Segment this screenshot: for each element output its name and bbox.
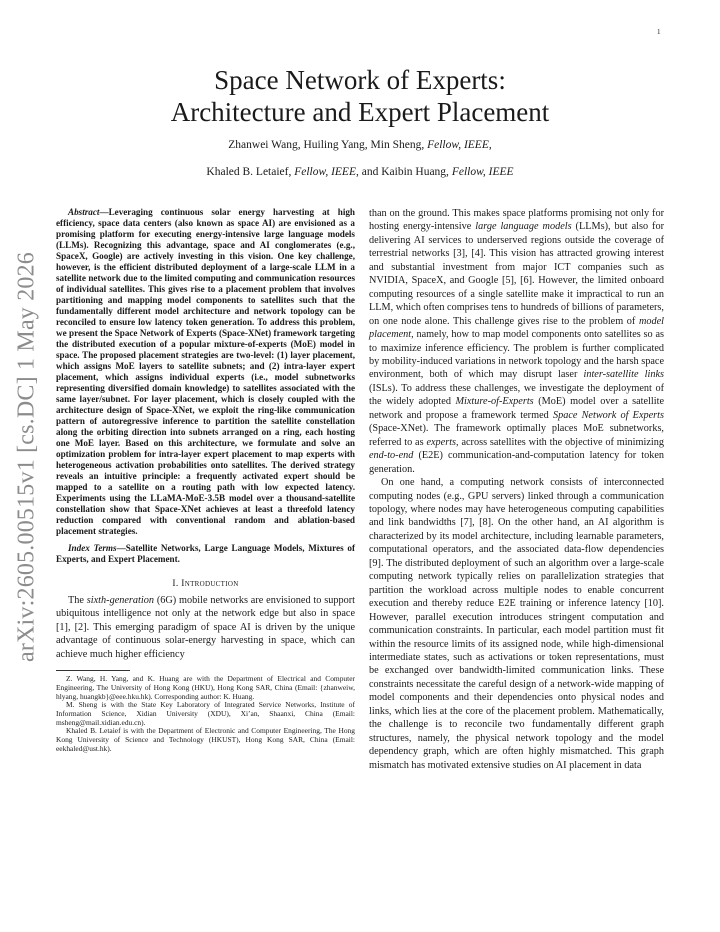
author-name-huang: , and Kaibin Huang, bbox=[355, 166, 449, 178]
section-title: Introduction bbox=[181, 579, 239, 589]
body-emphasis: model placement bbox=[369, 315, 664, 341]
left-column bbox=[56, 207, 355, 754]
body-emphasis: inter-satellite links bbox=[583, 369, 664, 381]
intro-paragraph bbox=[56, 594, 355, 661]
body-text: than on the ground. This makes space platforms promising not only for hosting energy-intensive bbox=[369, 208, 664, 233]
footnote-affiliation-xdu: M. Sheng is with the State Key Laboratory of Integrated Service Networks, Institute of Information Science, Xidian University (XDU), Xi’an, Shaanxi, China (Email: msheng@mail.xidian.edu.cn). bbox=[56, 700, 355, 727]
body-emphasis: Mixture-of-Experts bbox=[455, 396, 534, 408]
author-line-2 bbox=[60, 166, 660, 178]
body-text: (MoE) model over a satellite network and propose a framework termed bbox=[369, 396, 664, 421]
right-column bbox=[369, 207, 664, 772]
index-terms-label: Index Terms bbox=[68, 543, 117, 553]
body-emphasis: experts bbox=[426, 436, 457, 448]
author-role: Fellow, IEEE bbox=[427, 139, 489, 151]
body-emphasis: Space Network of Experts bbox=[552, 409, 664, 421]
arxiv-identifier-text: arXiv:2605.00515v1 [cs.DC] 1 May 2026 bbox=[13, 251, 40, 663]
footnote-affiliation-hku: Z. Wang, H. Yang, and K. Huang are with the Department of Electrical and Computer Engineering, The University of Hong Kong (HKU), Hong Kong SAR, China (Email: {zhanweiw, hlyang, huangkb}@eee.hku.hk). Corresponding author: K. Huang. bbox=[56, 674, 355, 701]
body-emphasis: large language models bbox=[475, 221, 572, 233]
section-heading-introduction bbox=[56, 579, 355, 589]
author-name-letaief: Khaled B. Letaief, bbox=[206, 166, 292, 178]
index-terms-text: —Satellite Networks, Large Language Models, Mixtures of Experts, and Expert Placement. bbox=[56, 543, 355, 564]
body-text: , across satellites with the objective of minimizing bbox=[456, 436, 664, 448]
abstract bbox=[56, 207, 355, 537]
index-terms bbox=[56, 543, 355, 565]
footnote-affiliation-hkust: Khaled B. Letaief is with the Department of Electronic and Computer Engineering, The Hong Kong University of Science and Technology (HKUST), Hong Kong SAR, China (Email: eekhaled@ust.hk). bbox=[56, 726, 355, 753]
footnote-divider bbox=[56, 670, 130, 671]
body-text: (E2E) communication-and-computation latency for token generation. bbox=[369, 450, 664, 475]
title-line-1: Space Network of Experts: bbox=[214, 65, 506, 95]
paper-title bbox=[60, 64, 660, 128]
author-names-1: Zhanwei Wang, Huiling Yang, Min Sheng, bbox=[228, 139, 425, 151]
intro-text: The bbox=[68, 595, 87, 606]
intro-text: (6G) mobile networks are envisioned to support ubiquitous intelligence not only at the network edge but also in space [1], [2]. This emerging paradigm of space AI is driven by the unique advantage of continuous solar-energy harvesting in space, which can achieve much higher efficiency bbox=[56, 595, 356, 660]
intro-emphasis: sixth-generation bbox=[86, 595, 154, 606]
body-paragraph-2: On one hand, a computing network consists of interconnected computing nodes (e.g., GPU servers) linked through a communication topology, where nodes may have heterogeneous computing capabilities and link bandwidths [7], [8]. On the other hand, an AI algorithm is characterized by its model architecture, including learnable parameters, computational operators, and the associated data-flow dependencies [9]. The distributed deployment of such an algorithm over a large-scale computing network typically relies on parallelization strategies that partition the workload across multiple nodes to enable concurrent execution and thereby reduce E2E training or inference latency [10]. However, parallel execution introduces stringent computation and communication constraints. In particular, each model partition must fit within the resource limits of its assigned node, while high-dimensional intermediate states, such as activations or token representations, must be exchanged over bandwidth-limited communication links. These constraints necessitate the careful design of a network-wide mapping of model components and their dependencies onto physical nodes and links, which lies at the core of the placement problem. Mathematically, the challenge is to reconcile two fundamentally different graph structures, namely, the physical network topology and the model dependency graph, which are often highly mismatched. This graph mismatch has motivated extensive studies on AI placement in data bbox=[369, 477, 664, 771]
page-number: 1 bbox=[657, 28, 661, 36]
abstract-text: —Leveraging continuous solar energy harvesting at high efficiency, space data centers (also known as space AI) are envisioned as a promising platform for executing energy-intensive large language models (LLMs). Recognizing this advantage, space and AI conglomerates (e.g., SpaceX, Google) are actively investing in this vision. One key challenge, however, is the efficient distributed deployment of a large-scale LLM in a satellite network due to the limited computing and communication resources of individual satellites. This gives rise to a placement problem that involves partitioning and mapping model components to satellites such that the fundamentally different model architecture and network topology can be reconciled to ensure low latency token generation. To address this problem, we present the Space Network of Experts (Space-XNet) framework targeting the distributed execution of a popular mixture-of-experts (MoE) model in space. The proposed placement strategies are two-level: (1) layer placement, which assigns MoE layers to satellite subnets; and (2) intra-layer expert placement, which assigns individual experts (i.e., model subnetworks representing diversified domain knowledge) to satellites associated with the same layer/subnet. For layer placement, which is closely coupled with the architecture design of Space-XNet, we exploit the ring-like communication pattern of autoregressive inference to partition the satellite constellation along the orbiting direction into subnets arranged on a ring, each hosting one MoE layer. Based on this architecture, we formulate and solve an optimization problem for intra-layer expert placement to map experts with heterogeneous activation probabilities onto satellites. The derived strategy reveals an intuitive principle: a frequently activated expert should be mapped to a satellite on a routing path with low expected latency. Experiments using the LLaMA-MoE-3.5B model over a thousand-satellite constellation show that Space-XNet achieves at least a threefold latency reduction compared with conventional random and ablation-based placement strategies. bbox=[56, 207, 355, 536]
abstract-label: Abstract bbox=[68, 207, 100, 217]
body-emphasis: end-to-end bbox=[369, 450, 414, 462]
body-text: , namely, how to map model components onto satellites so as to maximize inference efficiency. The problem is further complicated by mobility-induced variations in network topology and the harsh space environment, both of which may disrupt laser bbox=[369, 329, 664, 381]
arxiv-identifier-stamp bbox=[9, 251, 45, 663]
body-paragraph-1 bbox=[369, 207, 664, 476]
author-role: Fellow, IEEE bbox=[451, 166, 514, 178]
title-line-2: Architecture and Expert Placement bbox=[170, 97, 550, 127]
body-text: (ISLs). To address these challenges, we investigate the deployment of the widely adopted bbox=[369, 382, 664, 408]
section-numeral: I. bbox=[172, 579, 179, 589]
author-line-1: Zhanwei Wang, Huiling Yang, Min Sheng, Fellow, IEEE, bbox=[228, 139, 492, 151]
body-text: (LLMs), but also for delivering AI services to underserved regions outside the coverage of terrestrial networks [3], [4]. This vision has attracted growing interest and substantial investment from major ICT companies such as NVIDIA, SpaceX, and Google [5], [6]. However, the limited onboard computing resources of a single satellite make it impractical to run an LLM, which often comprises tens to hundreds of billions of parameters, on one node alone. This challenge gives rise to the problem of bbox=[369, 221, 664, 327]
author-role: Fellow, IEEE bbox=[294, 166, 356, 178]
body-text: (Space-XNet). The framework optimally places MoE subnetworks, referred to as bbox=[369, 423, 664, 448]
